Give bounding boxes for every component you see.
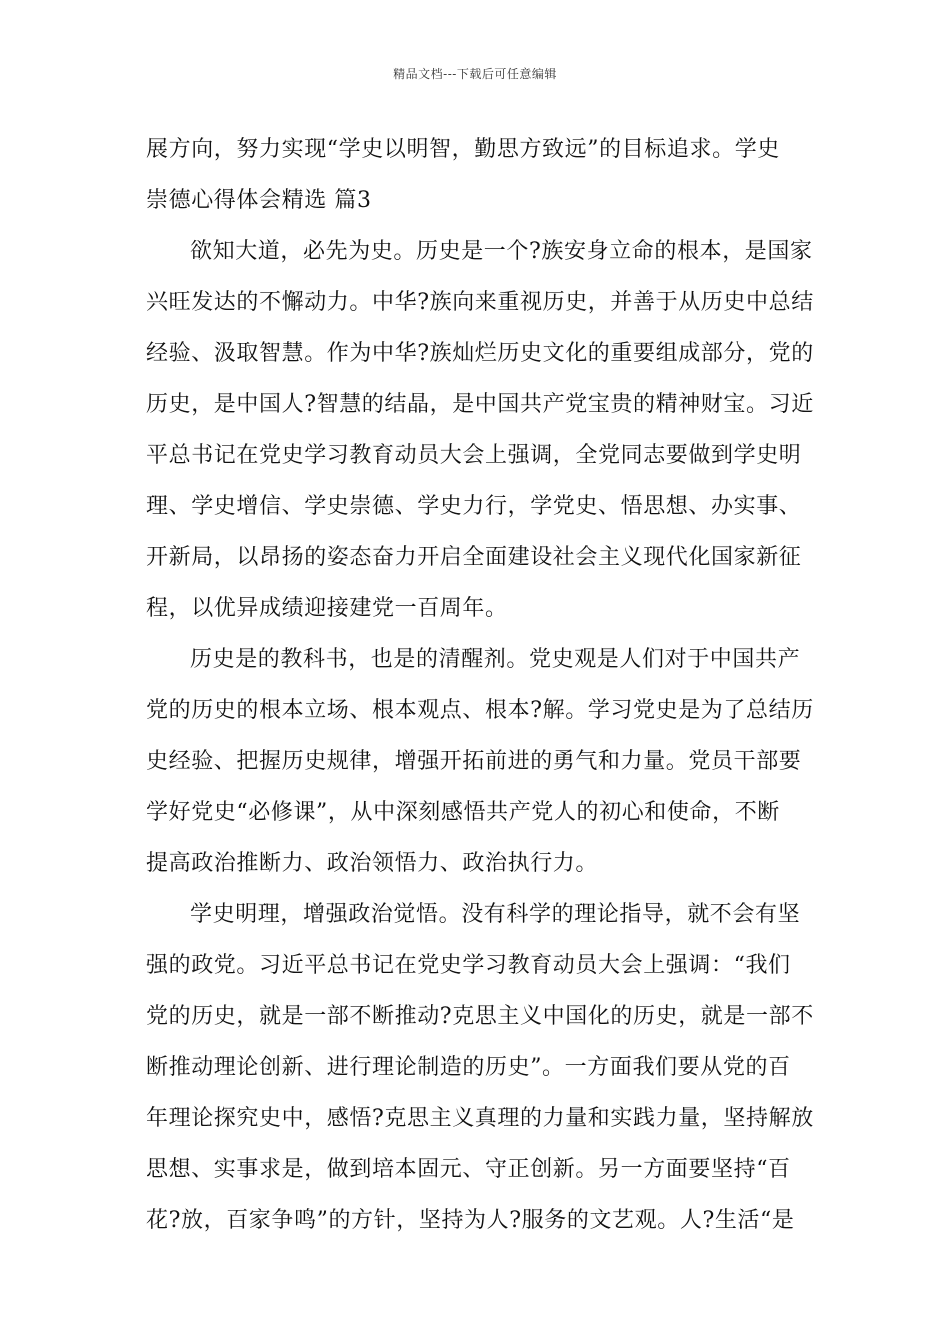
text-line: 崇德心得体会精选 篇3	[146, 188, 372, 213]
text-line: 历史，是中国人?智慧的结晶，是中国共产党宝贵的精神财宝。习近	[146, 392, 814, 417]
text-line: 思想、实事求是，做到培本固元、守正创新。另一方面要坚持“百	[146, 1157, 791, 1182]
text-line: 史经验、把握历史规律，增强开拓前进的勇气和力量。党员干部要	[146, 749, 802, 774]
text-line: 平总书记在党史学习教育动员大会上强调，全党同志要做到学史明	[146, 443, 802, 468]
text-line: 党的历史，就是一部不断推动?克思主义中国化的历史，就是一部不	[146, 1004, 814, 1029]
text-line: 兴旺发达的不懈动力。中华?族向来重视历史，并善于从历史中总结	[146, 290, 814, 315]
text-line: 花?放，百家争鸣”的方针，坚持为人?服务的文艺观。人?生活“是	[146, 1208, 795, 1233]
paragraph-start-line: 欲知大道，必先为史。历史是一个?族安身立命的根本，是国家	[190, 239, 813, 264]
text-line: 强的政党。习近平总书记在党史学习教育动员大会上强调：“我们	[146, 953, 791, 978]
paragraph-start-line: 学史明理，增强政治觉悟。没有科学的理论指导，就不会有坚	[190, 902, 801, 927]
text-line: 党的历史的根本立场、根本观点、根本?解。学习党史是为了总结历	[146, 698, 814, 723]
text-line: 经验、汲取智慧。作为中华?族灿烂历史文化的重要组成部分，党的	[146, 341, 814, 366]
text-line: 断推动理论创新、进行理论制造的历史”。一方面我们要从党的百	[146, 1055, 791, 1080]
page-header: 精品文档---下载后可任意编辑	[393, 67, 557, 81]
text-line: 开新局，以昂扬的姿态奋力开启全面建设社会主义现代化国家新征	[146, 545, 802, 570]
text-line: 程，以优异成绩迎接建党一百周年。	[146, 596, 508, 621]
text-line: 年理论探究史中，感悟?克思主义真理的力量和实践力量，坚持解放	[146, 1106, 814, 1131]
text-line: 理、学史增信、学史崇德、学史力行，学党史、悟思想、办实事、	[146, 494, 802, 519]
text-line: 学好党史“必修课”，从中深刻感悟共产党人的初心和使命，不断	[146, 800, 780, 825]
text-line: 提高政治推断力、政治领悟力、政治执行力。	[146, 851, 599, 876]
text-line: 展方向，努力实现“学史以明智，勤思方致远”的目标追求。学史	[146, 137, 780, 162]
paragraph-start-line: 历史是的教科书，也是的清醒剂。党史观是人们对于中国共产	[190, 647, 801, 672]
document-body	[146, 124, 814, 1246]
